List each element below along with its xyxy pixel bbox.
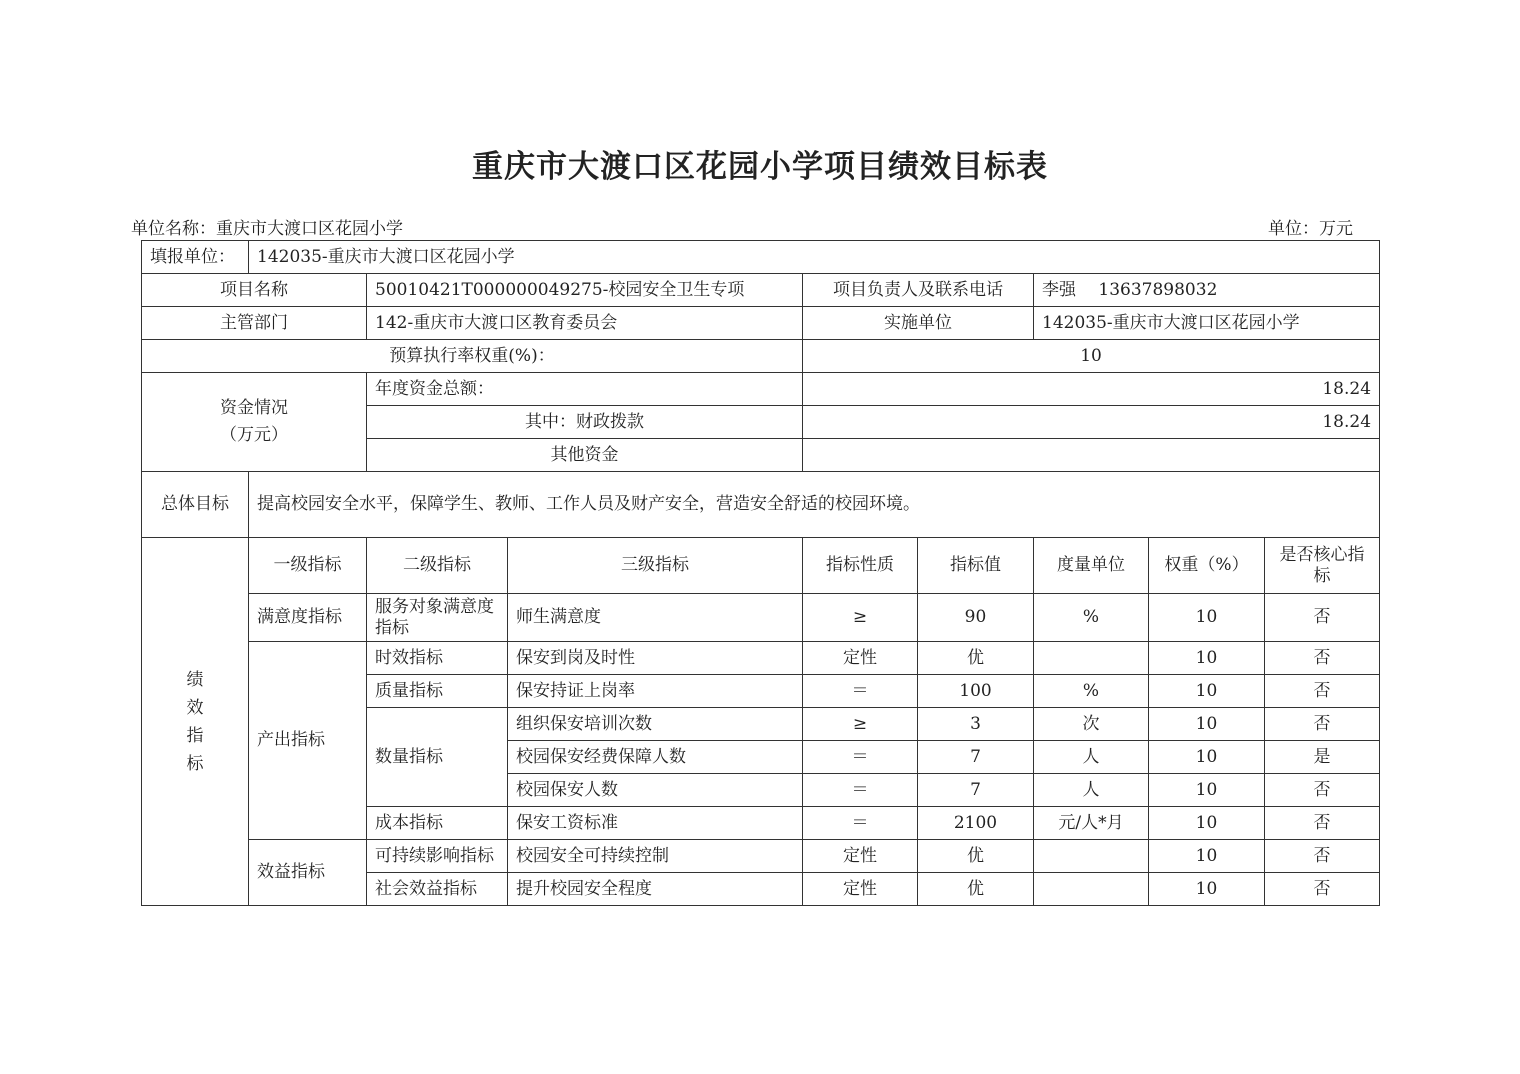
value-cell: 优 <box>918 840 1034 873</box>
level3-cell: 校园保安经费保障人数 <box>508 741 803 774</box>
header-core: 是否核心指标 <box>1265 538 1380 594</box>
filing-unit-label: 填报单位： <box>142 241 249 274</box>
header-row <box>142 538 1380 594</box>
core-cell: 是 <box>1265 741 1380 774</box>
annual-total-row <box>142 373 1380 406</box>
annual-total-label: 年度资金总额： <box>367 373 803 406</box>
level3-cell: 保安工资标准 <box>508 807 803 840</box>
weight-cell: 10 <box>1149 675 1265 708</box>
responsible-value: 李强 13637898032 <box>1034 274 1380 307</box>
level2-cell: 可持续影响指标 <box>367 840 508 873</box>
level3-cell: 保安到岗及时性 <box>508 642 803 675</box>
level2-cell: 服务对象满意度指标 <box>367 594 508 642</box>
level1-benefit: 效益指标 <box>249 840 367 906</box>
header-value: 指标值 <box>918 538 1034 594</box>
unit-cell: 元/人*月 <box>1034 807 1149 840</box>
level2-cell: 成本指标 <box>367 807 508 840</box>
nature-cell: 定性 <box>803 840 918 873</box>
perf-char: 标 <box>186 753 204 774</box>
core-cell: 否 <box>1265 642 1380 675</box>
page-title: 重庆市大渡口区花园小学项目绩效目标表 <box>472 149 1048 185</box>
budget-weight-label: 预算执行率权重(%)： <box>142 340 803 373</box>
filing-unit-row <box>142 241 1380 274</box>
funds-label: 资金情况 <box>220 398 288 418</box>
unit-cell <box>1034 873 1149 906</box>
fiscal-label: 其中：财政拨款 <box>367 406 803 439</box>
responsible-label: 项目负责人及联系电话 <box>803 274 1034 307</box>
weight-cell: 10 <box>1149 774 1265 807</box>
level2-cell: 时效指标 <box>367 642 508 675</box>
core-cell: 否 <box>1265 873 1380 906</box>
level2-cell: 社会效益指标 <box>367 873 508 906</box>
level3-cell: 师生满意度 <box>508 594 803 642</box>
level3-cell: 提升校园安全程度 <box>508 873 803 906</box>
unit-name: 单位名称：重庆市大渡口区花园小学 <box>131 219 403 239</box>
overall-goal-label: 总体目标 <box>142 472 249 538</box>
header-level3: 三级指标 <box>508 538 803 594</box>
budget-weight-row <box>142 340 1380 373</box>
performance-label-cell <box>142 538 249 906</box>
level2-cell: 质量指标 <box>367 675 508 708</box>
unit-measure: 单位：万元 <box>1268 219 1353 239</box>
core-cell: 否 <box>1265 594 1380 642</box>
unit-cell: % <box>1034 675 1149 708</box>
value-cell: 90 <box>918 594 1034 642</box>
dept-value: 142-重庆市大渡口区教育委员会 <box>367 307 803 340</box>
header-level2: 二级指标 <box>367 538 508 594</box>
nature-cell: ≥ <box>803 708 918 741</box>
project-name-row <box>142 274 1380 307</box>
nature-cell: 定性 <box>803 873 918 906</box>
header-nature: 指标性质 <box>803 538 918 594</box>
unit-cell: 人 <box>1034 741 1149 774</box>
annual-total-value: 18.24 <box>803 373 1380 406</box>
table-row <box>142 594 1380 642</box>
performance-table <box>141 240 1380 906</box>
level3-cell: 校园保安人数 <box>508 774 803 807</box>
overall-goal-value: 提高校园安全水平，保障学生、教师、工作人员及财产安全，营造安全舒适的校园环境。 <box>249 472 1380 538</box>
header-level1: 一级指标 <box>249 538 367 594</box>
level3-cell: 保安持证上岗率 <box>508 675 803 708</box>
core-cell: 否 <box>1265 840 1380 873</box>
core-cell: 否 <box>1265 708 1380 741</box>
impl-label: 实施单位 <box>803 307 1034 340</box>
weight-cell: 10 <box>1149 708 1265 741</box>
core-cell: 否 <box>1265 807 1380 840</box>
value-cell: 7 <box>918 741 1034 774</box>
unit-cell <box>1034 642 1149 675</box>
project-name-value: 50010421T000000049275-校园安全卫生专项 <box>367 274 803 307</box>
header-unit: 度量单位 <box>1034 538 1149 594</box>
value-cell: 优 <box>918 873 1034 906</box>
core-cell: 否 <box>1265 774 1380 807</box>
project-name-label: 项目名称 <box>142 274 367 307</box>
level1-output: 产出指标 <box>249 642 367 840</box>
nature-cell: ≥ <box>803 594 918 642</box>
core-cell: 否 <box>1265 675 1380 708</box>
table-row <box>142 840 1380 873</box>
weight-cell: 10 <box>1149 594 1265 642</box>
perf-char: 效 <box>186 697 204 718</box>
funds-label-cell <box>142 373 367 472</box>
unit-cell: 人 <box>1034 774 1149 807</box>
nature-cell: ＝ <box>803 774 918 807</box>
unit-cell: % <box>1034 594 1149 642</box>
header-weight: 权重（%） <box>1149 538 1265 594</box>
level1-satisfaction: 满意度指标 <box>249 594 367 642</box>
nature-cell: 定性 <box>803 642 918 675</box>
budget-weight-value: 10 <box>803 340 1380 373</box>
fiscal-value: 18.24 <box>803 406 1380 439</box>
value-cell: 3 <box>918 708 1034 741</box>
weight-cell: 10 <box>1149 741 1265 774</box>
dept-label: 主管部门 <box>142 307 367 340</box>
other-funds-label: 其他资金 <box>367 439 803 472</box>
nature-cell: ＝ <box>803 675 918 708</box>
other-funds-value <box>803 439 1380 472</box>
overall-goal-row <box>142 472 1380 538</box>
value-cell: 100 <box>918 675 1034 708</box>
nature-cell: ＝ <box>803 741 918 774</box>
unit-cell: 次 <box>1034 708 1149 741</box>
level3-cell: 校园安全可持续控制 <box>508 840 803 873</box>
value-cell: 2100 <box>918 807 1034 840</box>
unit-cell <box>1034 840 1149 873</box>
nature-cell: ＝ <box>803 807 918 840</box>
level2-cell: 数量指标 <box>367 708 508 807</box>
weight-cell: 10 <box>1149 807 1265 840</box>
impl-value: 142035-重庆市大渡口区花园小学 <box>1034 307 1380 340</box>
filing-unit-value: 142035-重庆市大渡口区花园小学 <box>249 241 1380 274</box>
weight-cell: 10 <box>1149 873 1265 906</box>
value-cell: 优 <box>918 642 1034 675</box>
value-cell: 7 <box>918 774 1034 807</box>
funds-unit: （万元） <box>220 425 288 445</box>
weight-cell: 10 <box>1149 840 1265 873</box>
weight-cell: 10 <box>1149 642 1265 675</box>
perf-char: 绩 <box>186 669 204 690</box>
dept-row <box>142 307 1380 340</box>
perf-char: 指 <box>186 725 204 746</box>
table-row <box>142 642 1380 675</box>
level3-cell: 组织保安培训次数 <box>508 708 803 741</box>
